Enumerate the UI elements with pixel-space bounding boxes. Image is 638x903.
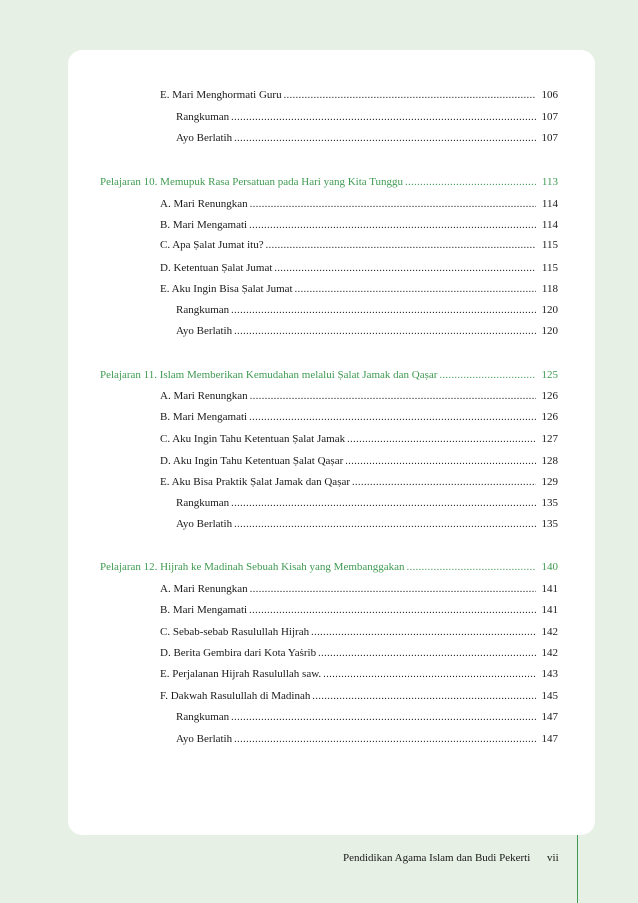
toc-entry-label: E. Mari Menghormati Guru (160, 89, 282, 101)
toc-entry-label: Ayo Berlatih (176, 518, 233, 530)
toc-entry-label: D. Aku Ingin Tahu Ketentuan Ṣalat Qaṣar (160, 455, 344, 467)
page-footer (343, 851, 559, 865)
toc-entry-label: F. Dakwah Rasulullah di Madinah (160, 690, 311, 702)
toc-chapter-entry[interactable] (100, 368, 558, 383)
toc-entry-label: A. Mari Renungkan (160, 390, 248, 402)
toc-leader-dots (231, 711, 536, 725)
page-number: vii (547, 852, 559, 864)
toc-leader-dots (231, 304, 536, 318)
toc-leader-dots (405, 176, 536, 190)
toc-entry-label: E. Perjalanan Hijrah Rasulullah saw. (160, 668, 322, 680)
toc-page-number: 140 (541, 561, 558, 573)
toc-leader-dots (347, 433, 536, 447)
toc-page-number: 126 (541, 411, 558, 423)
toc-page-number: 106 (541, 89, 558, 101)
toc-leader-dots (249, 219, 536, 233)
toc-page-number: 128 (541, 455, 558, 467)
toc-leader-dots (323, 668, 536, 682)
toc-leader-dots (318, 647, 536, 661)
toc-page-number: 129 (541, 476, 558, 488)
toc-entry[interactable] (160, 432, 558, 447)
toc-page-number: 114 (541, 219, 558, 231)
toc-entry-label: E. Aku Ingin Bisa Ṣalat Jumat (160, 283, 293, 295)
toc-entry-label: Rangkuman (176, 711, 230, 723)
toc-entry[interactable] (160, 582, 558, 597)
toc-entry[interactable] (176, 131, 558, 146)
toc-page-number: 113 (541, 176, 558, 188)
toc-page-number: 141 (541, 583, 558, 595)
toc-entry-label: Ayo Berlatih (176, 733, 233, 745)
toc-leader-dots (249, 411, 536, 425)
toc-leader-dots (231, 497, 536, 511)
toc-entry[interactable] (160, 689, 558, 704)
toc-leader-dots (234, 518, 536, 532)
toc-entry[interactable] (160, 603, 558, 618)
toc-entry[interactable] (160, 389, 558, 404)
toc-leader-dots (284, 89, 536, 103)
toc-leader-dots (312, 690, 536, 704)
toc-entry[interactable] (160, 667, 558, 682)
toc-entry[interactable] (160, 261, 558, 276)
toc-entry-label: A. Mari Renungkan (160, 583, 248, 595)
toc-entry[interactable] (176, 324, 558, 339)
toc-page-number: 135 (541, 497, 558, 509)
toc-page-number: 114 (541, 198, 558, 210)
toc-entry-label: Pelajaran 10. Memupuk Rasa Persatuan pada Hari yang Kita Tunggu (100, 176, 404, 188)
toc-leader-dots (250, 390, 536, 404)
toc-entry[interactable] (160, 238, 558, 253)
toc-chapter-entry[interactable] (100, 560, 558, 575)
toc-leader-dots (249, 604, 536, 618)
toc-entry[interactable] (160, 625, 558, 640)
toc-entry[interactable] (176, 732, 558, 747)
book-title: Pendidikan Agama Islam dan Budi Pekerti (343, 852, 531, 864)
toc-page-number: 135 (541, 518, 558, 530)
toc-entry[interactable] (176, 517, 558, 532)
toc-entry-label: Rangkuman (176, 304, 230, 316)
toc-page-number: 115 (541, 262, 558, 274)
toc-entry[interactable] (160, 197, 558, 212)
toc-page-number: 127 (541, 433, 558, 445)
toc-entry[interactable] (160, 282, 558, 297)
toc-entry[interactable] (176, 710, 558, 725)
toc-leader-dots (250, 583, 536, 597)
toc-leader-dots (352, 476, 536, 490)
toc-entry-label: B. Mari Mengamati (160, 411, 248, 423)
toc-page-number: 125 (541, 369, 558, 381)
toc-entry-label: Pelajaran 11. Islam Memberikan Kemudahan melalui Ṣalat Jamak dan Qaṣar (100, 369, 438, 381)
toc-entry-label: C. Aku Ingin Tahu Ketentuan Ṣalat Jamak (160, 433, 346, 445)
toc-entry-label: B. Mari Mengamati (160, 604, 248, 616)
toc-entry-label: B. Mari Mengamati (160, 219, 248, 231)
toc-page-number: 142 (541, 647, 558, 659)
toc-leader-dots (266, 239, 536, 253)
toc-leader-dots (345, 455, 536, 469)
toc-page-number: 147 (541, 711, 558, 723)
toc-entry[interactable] (176, 303, 558, 318)
toc-page-number: 120 (541, 325, 558, 337)
toc-leader-dots (439, 369, 536, 383)
toc-page-number: 126 (541, 390, 558, 402)
toc-page-number: 118 (541, 283, 558, 295)
toc-page-number: 147 (541, 733, 558, 745)
toc-leader-dots (234, 733, 536, 747)
toc-entry-label: Rangkuman (176, 497, 230, 509)
toc-chapter-entry[interactable] (100, 175, 558, 190)
toc-leader-dots (234, 132, 536, 146)
toc-page-number: 107 (541, 132, 558, 144)
toc-leader-dots (274, 262, 536, 276)
toc-leader-dots (234, 325, 536, 339)
toc-entry[interactable] (176, 110, 558, 125)
toc-leader-dots (231, 111, 536, 125)
toc-entry-label: D. Ketentuan Ṣalat Jumat (160, 262, 273, 274)
toc-entry[interactable] (160, 410, 558, 425)
toc-leader-dots (311, 626, 536, 640)
toc-page-number: 107 (541, 111, 558, 123)
toc-entry[interactable] (160, 218, 558, 233)
toc-entry-label: Pelajaran 12. Hijrah ke Madinah Sebuah Kisah yang Membanggakan (100, 561, 405, 573)
toc-entry-label: E. Aku Bisa Praktik Ṣalat Jamak dan Qaṣar (160, 476, 351, 488)
toc-entry-label: D. Berita Gembira dari Kota Yaṡrib (160, 647, 317, 659)
toc-entry-label: Ayo Berlatih (176, 325, 233, 337)
toc-page-number: 143 (541, 668, 558, 680)
toc-leader-dots (250, 198, 536, 212)
toc-leader-dots (295, 283, 536, 297)
toc-entry[interactable] (160, 646, 558, 661)
toc-leader-dots (407, 561, 536, 575)
toc-page-number: 120 (541, 304, 558, 316)
toc-page-number: 145 (541, 690, 558, 702)
toc-entry-label: C. Apa Ṣalat Jumat itu? (160, 239, 264, 251)
toc-entry-label: Ayo Berlatih (176, 132, 233, 144)
toc-entry[interactable] (176, 496, 558, 511)
toc-entry-label: C. Sebab-sebab Rasulullah Hijrah (160, 626, 310, 638)
toc-page-number: 141 (541, 604, 558, 616)
toc-entry[interactable] (160, 454, 558, 469)
toc-entry-label: Rangkuman (176, 111, 230, 123)
toc-entry-label: A. Mari Renungkan (160, 198, 248, 210)
toc-page-number: 142 (541, 626, 558, 638)
toc-entry[interactable] (160, 475, 558, 490)
toc-entry[interactable] (160, 88, 558, 103)
footer-divider (577, 835, 578, 903)
toc-page-number: 115 (541, 239, 558, 251)
